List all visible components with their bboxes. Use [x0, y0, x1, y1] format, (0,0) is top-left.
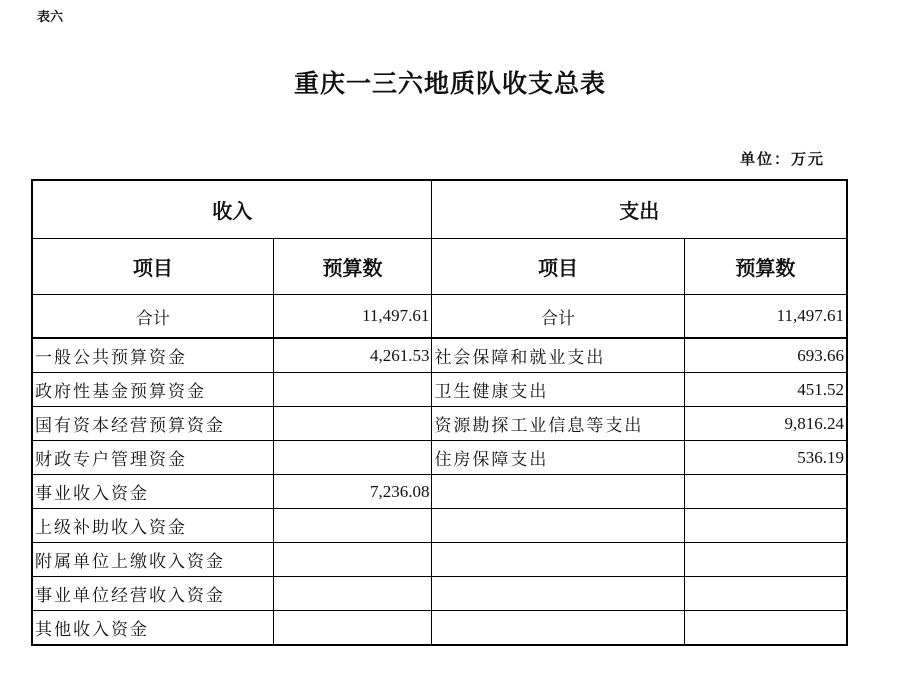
table-row [32, 373, 847, 407]
expense-value [684, 577, 847, 611]
income-item: 事业单位经营收入资金 [32, 577, 273, 611]
expense-item: 资源勘探工业信息等支出 [432, 407, 684, 441]
expense-total-value: 11,497.61 [684, 295, 847, 339]
expense-item [432, 577, 684, 611]
table-row [32, 338, 847, 373]
unit-label: 单位：万元 [740, 150, 826, 168]
income-item: 国有资本经营预算资金 [32, 407, 273, 441]
expense-item [432, 509, 684, 543]
expense-value [684, 543, 847, 577]
income-value [273, 441, 432, 475]
income-value [273, 509, 432, 543]
income-item: 其他收入资金 [32, 611, 273, 646]
income-total-value: 11,497.61 [273, 295, 432, 339]
page-title: 重庆一三六地质队收支总表 [293, 69, 606, 98]
income-value [273, 577, 432, 611]
expense-item [432, 611, 684, 646]
expense-budget-column-header: 预算数 [684, 239, 847, 295]
expense-item-column-header: 项目 [432, 239, 684, 295]
income-item: 一般公共预算资金 [32, 338, 273, 373]
expense-value: 536.19 [684, 441, 847, 475]
expense-header: 支出 [432, 180, 847, 239]
table-row [32, 543, 847, 577]
expense-value: 9,816.24 [684, 407, 847, 441]
table-row [32, 611, 847, 646]
income-item: 上级补助收入资金 [32, 509, 273, 543]
expense-total-label: 合计 [432, 295, 684, 339]
income-value: 4,261.53 [273, 338, 432, 373]
expense-value: 451.52 [684, 373, 847, 407]
income-item: 事业收入资金 [32, 475, 273, 509]
table-row [32, 509, 847, 543]
expense-value [684, 509, 847, 543]
expense-item [432, 543, 684, 577]
income-item: 政府性基金预算资金 [32, 373, 273, 407]
income-value [273, 373, 432, 407]
expense-value: 693.66 [684, 338, 847, 373]
income-item-column-header: 项目 [32, 239, 273, 295]
table-row [32, 407, 847, 441]
expense-item: 卫生健康支出 [432, 373, 684, 407]
expense-value [684, 611, 847, 646]
expense-item: 社会保障和就业支出 [432, 338, 684, 373]
budget-table [31, 179, 848, 646]
expense-item [432, 475, 684, 509]
income-header: 收入 [32, 180, 432, 239]
income-budget-column-header: 预算数 [273, 239, 432, 295]
group-header-row [32, 180, 847, 239]
table-number-label: 表六 [37, 10, 64, 25]
table-row [32, 577, 847, 611]
income-value [273, 407, 432, 441]
table-row [32, 475, 847, 509]
column-header-row [32, 239, 847, 295]
income-value [273, 543, 432, 577]
income-item: 附属单位上缴收入资金 [32, 543, 273, 577]
total-row [32, 295, 847, 339]
income-total-label: 合计 [32, 295, 273, 339]
expense-item: 住房保障支出 [432, 441, 684, 475]
expense-value [684, 475, 847, 509]
table-row [32, 441, 847, 475]
income-value [273, 611, 432, 646]
income-value: 7,236.08 [273, 475, 432, 509]
income-item: 财政专户管理资金 [32, 441, 273, 475]
